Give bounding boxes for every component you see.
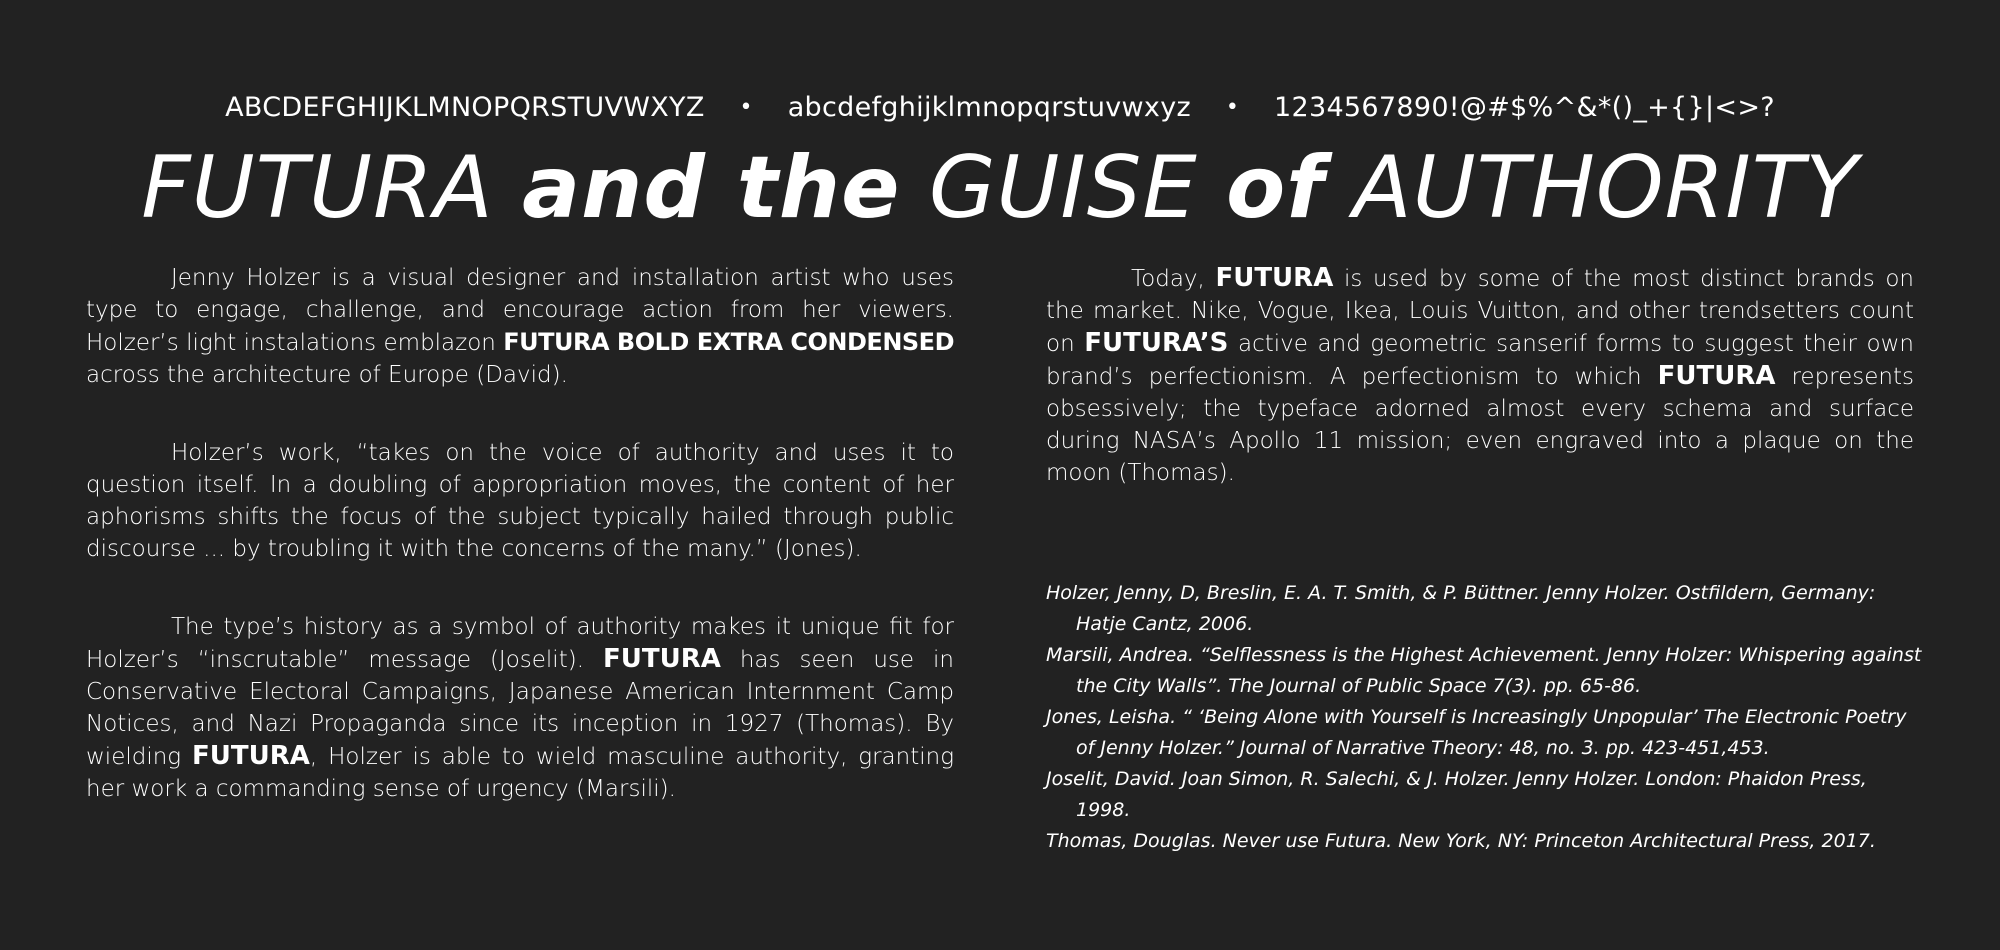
emphasis-futura: FUTURA	[603, 644, 721, 674]
paragraph-holzer-intro	[86, 262, 954, 391]
paragraph-futura-today	[1046, 262, 1914, 489]
paragraph-text: is used by some of the most distinct brands on the market. Nike, Vogue, Ikea, Louis Vuitton, and other trendsetters count on	[1046, 266, 1914, 357]
bullet-separator: •	[1225, 95, 1240, 120]
emphasis-futuras: FUTURA’S	[1084, 328, 1229, 358]
numbers-symbols: 1234567890!@#$%^&*()_+{}|<>?	[1274, 92, 1775, 123]
paragraph-text: across the architecture of Europe (David).	[86, 362, 568, 388]
reference-item: Holzer, Jenny, D, Breslin, E. A. T. Smith, & P. Büttner. Jenny Holzer. Ostfildern, Germany: Hatje Cantz, 2006.	[1046, 582, 1876, 635]
paragraph-text: active and geometric sanserif forms to suggest their own brand’s perfectionism. A perfectionism to which	[1046, 331, 1914, 390]
emphasis-futura: FUTURA	[192, 741, 310, 771]
title-of: of	[1226, 138, 1325, 238]
reference-item: Marsili, Andrea. “Selflessness is the Highest Achievement. Jenny Holzer: Whispering against the City Walls”. The Journal of Public Space 7(3). pp. 65-86.	[1046, 644, 1922, 697]
paragraph-text: has seen use in Conservative Electoral Campaigns, Japanese American Internment Camp Notices, and Nazi Propaganda since its inception in 1927 (Thomas). By wielding	[86, 647, 954, 770]
paragraph-text: Today,	[1131, 266, 1216, 292]
title-and-the: and the	[522, 138, 901, 238]
paragraph-text: The type’s history as a symbol of authority makes it unique fit for Holzer’s “inscrutable” message (Joselit).	[86, 614, 954, 673]
reference-item: Thomas, Douglas. Never use Futura. New York, NY: Princeton Architectural Press, 2017.	[1046, 830, 1876, 852]
title-guise: GUISE	[928, 138, 1198, 238]
reference-item: Joselit, David. Joan Simon, R. Salechi, & J. Holzer. Jenny Holzer. London: Phaidon Press, 1998.	[1046, 768, 1867, 821]
bullet-separator: •	[739, 95, 753, 120]
left-column	[86, 262, 954, 851]
emphasis-futura-bold: FUTURA BOLD EXTRA CONDENSED	[503, 328, 955, 356]
page-title	[0, 138, 2000, 238]
paragraph-text: Jenny Holzer is a visual designer and installation artist who uses type to engage, challenge, and encourage action from her viewers. Holzer’s light instalations emblazon	[86, 265, 954, 356]
emphasis-futura: FUTURA	[1657, 361, 1776, 391]
emphasis-futura: FUTURA	[1215, 263, 1334, 293]
reference-item: Jones, Leisha. “ ‘Being Alone with Yourself is Increasingly Unpopular’ The Electronic Poetry of Jenny Holzer.” Journal of Narrative Theory: 48, no. 3. pp. 423-451,453.	[1046, 706, 1907, 759]
character-set-line	[0, 92, 2000, 123]
paragraph-holzer-quote: Holzer’s work, “takes on the voice of authority and uses it to question itself. In a doubling of appropriation moves, the content of her aphorisms shifts the focus of the subject typically hailed through public discourse ... by troubling it with the concerns of the many.” (Jones).	[86, 440, 954, 562]
title-authority: AUTHORITY	[1352, 138, 1859, 238]
right-column	[1046, 262, 1914, 535]
references-list	[1046, 578, 1926, 857]
lowercase-alphabet: abcdefghijklmnopqrstuvwxyz	[787, 92, 1191, 123]
paragraph-type-history	[86, 611, 954, 805]
paragraph-text: , Holzer is able to wield masculine authority, granting her work a commanding sense of urgency (Marsili).	[86, 744, 954, 802]
paragraph-text: represents obsessively; the typeface adorned almost every schema and surface during NASA’s Apollo 11 mission; even engraved into a plaque on the moon (Thomas).	[1046, 364, 1914, 486]
title-futura: FUTURA	[141, 138, 494, 238]
uppercase-alphabet: ABCDEFGHIJKLMNOPQRSTUVWXYZ	[225, 92, 705, 123]
